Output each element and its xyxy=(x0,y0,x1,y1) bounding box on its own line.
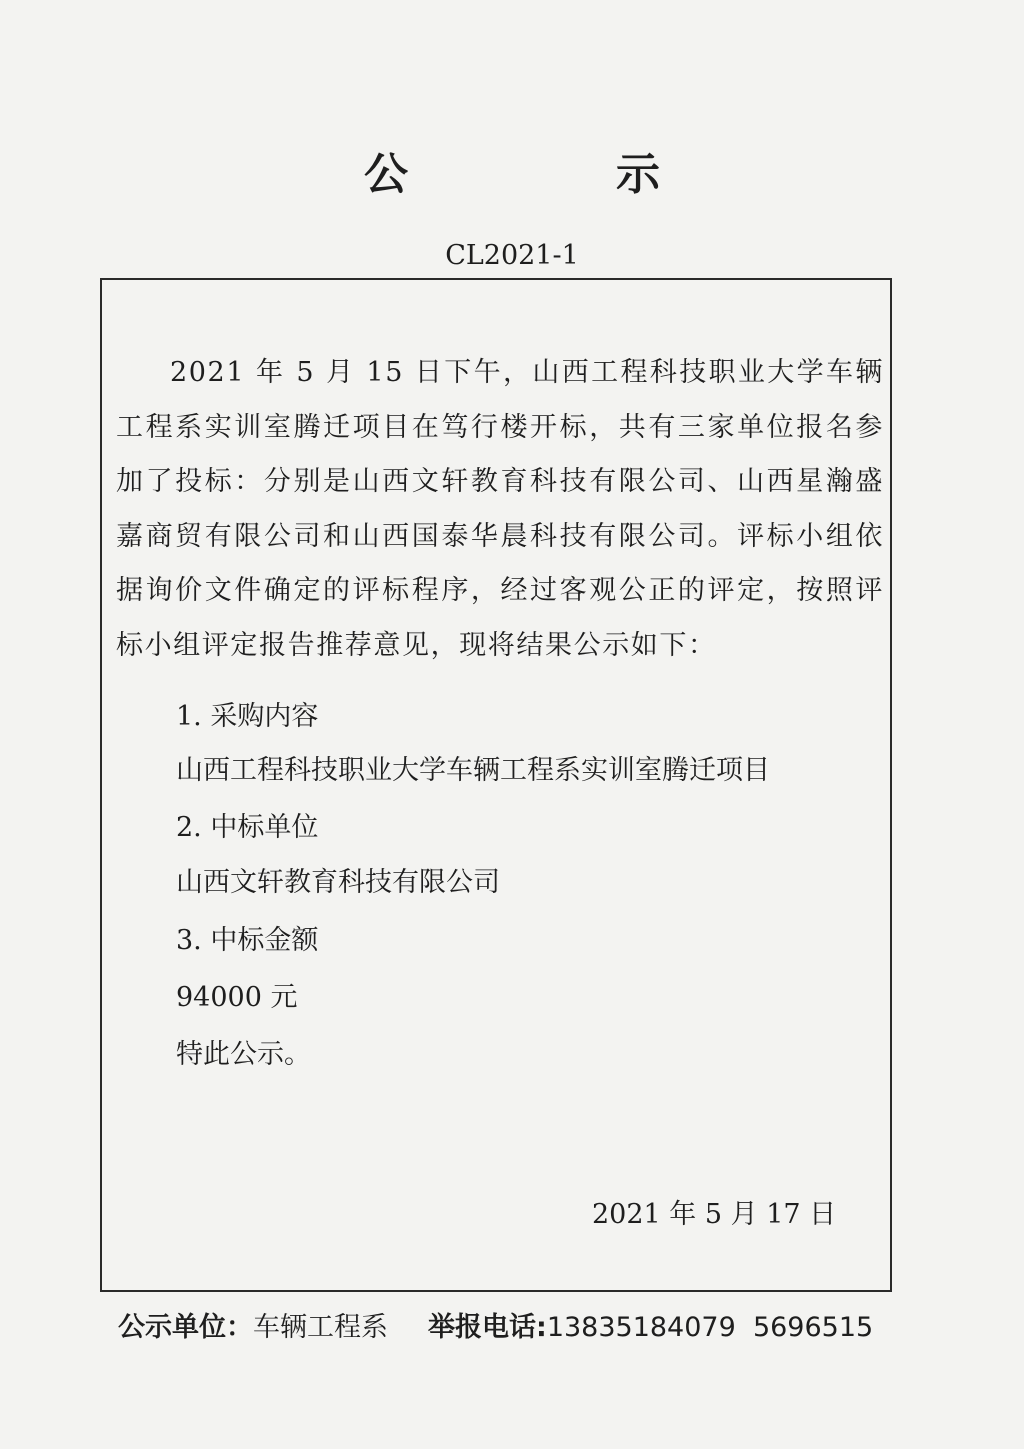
footer xyxy=(118,1305,873,1344)
item-1-value: 山西工程科技职业大学车辆工程系实训室腾迁项目 xyxy=(176,755,770,786)
phone-label: 举报电话: xyxy=(428,1312,547,1343)
item-2-value: 山西文轩教育科技有限公司 xyxy=(176,867,500,898)
notice-date: 2021 年 5 月 17 日 xyxy=(592,1199,837,1230)
item-3-value: 94000 元 xyxy=(176,982,298,1013)
closing-text: 特此公示。 xyxy=(176,1039,311,1070)
phone-value: 13835184079 5696515 xyxy=(546,1312,874,1343)
document-code: CL2021-1 xyxy=(445,240,579,271)
notice-frame xyxy=(100,278,892,1292)
item-2-heading: 2. 中标单位 xyxy=(176,812,319,843)
page-title: 公 示 xyxy=(364,149,742,200)
item-1-heading: 1. 采购内容 xyxy=(176,701,319,732)
notice-paragraph: 2021 年 5 月 15 日下午，山西工程科技职业大学车辆工程系实训室腾迁项目在笃行楼开标，共有三家单位报名参加了投标：分别是山西文轩教育科技有限公司、山西星瀚盛嘉商贸有限公司和山西国泰华晨科技有限公司。评标小组依据询价文件确定的评标程序，经过客观公正的评定，按照评标小组评定报告推荐意见，现将结果公示如下： xyxy=(116,357,884,661)
unit-label: 公示单位： xyxy=(118,1312,253,1343)
unit-value: 车辆工程系 xyxy=(253,1312,388,1343)
item-3-heading: 3. 中标金额 xyxy=(176,925,319,956)
